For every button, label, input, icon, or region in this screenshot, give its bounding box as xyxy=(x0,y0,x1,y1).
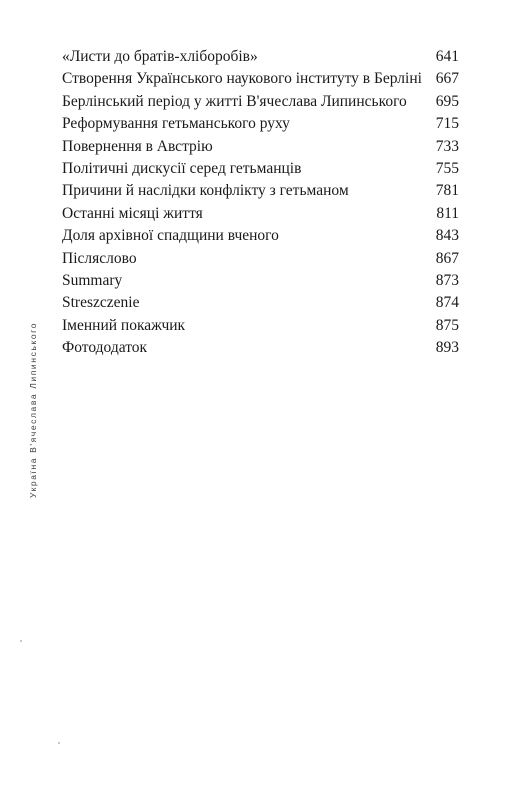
toc-entry-page: 874 xyxy=(435,294,459,312)
toc-entry xyxy=(62,248,459,270)
toc-entry xyxy=(62,270,459,292)
toc-entry xyxy=(62,46,459,68)
toc-entry-title: Причини й наслідки конфлікту з гетьманом xyxy=(62,182,349,200)
toc-entry-page: 755 xyxy=(435,159,459,177)
toc-entry-page: 781 xyxy=(435,182,459,200)
toc-entry-title: Останні місяці життя xyxy=(62,204,203,222)
toc-entry-title: Summary xyxy=(62,271,123,289)
toc-entry xyxy=(62,91,459,113)
toc-entry-page: 715 xyxy=(435,115,459,133)
toc-entry xyxy=(62,180,459,202)
toc-entry xyxy=(62,68,459,90)
toc-entry-page: 811 xyxy=(436,204,459,222)
toc-entry-page: 641 xyxy=(435,48,459,65)
toc-entry-page: 695 xyxy=(435,92,459,110)
toc-entry-page: 733 xyxy=(435,137,459,155)
paper-speck xyxy=(58,742,60,744)
toc-entry xyxy=(62,315,459,337)
toc-entry-title: Післяслово xyxy=(62,249,137,267)
table-of-contents xyxy=(62,46,459,359)
toc-entry-title: Доля архівної спадщини вченого xyxy=(62,227,279,245)
toc-entry-title: Іменний покажчик xyxy=(62,316,186,334)
toc-entry-title: Політичні дискусії серед гетьманців xyxy=(62,159,302,177)
toc-entry xyxy=(62,136,459,158)
toc-entry-title: Реформування гетьманського руху xyxy=(62,115,290,133)
toc-entry-title: «Листи до братів-хліборобів» xyxy=(62,48,258,65)
toc-entry xyxy=(62,225,459,247)
toc-entry xyxy=(62,113,459,135)
running-head: Україна В'ячеслава Липинського xyxy=(28,321,38,499)
toc-entry xyxy=(62,158,459,180)
toc-entry-title: Повернення в Австрію xyxy=(62,137,213,155)
toc-entry xyxy=(62,292,459,314)
toc-entry-page: 843 xyxy=(435,227,459,245)
toc-entry-title: Фотододаток xyxy=(62,339,148,357)
toc-entry-page: 667 xyxy=(435,70,459,88)
toc-entry-page: 867 xyxy=(435,249,459,267)
toc-entry xyxy=(62,337,459,359)
toc-entry-page: 873 xyxy=(435,271,459,289)
toc-entry-page: 893 xyxy=(435,339,459,357)
paper-speck xyxy=(20,640,22,642)
toc-entry-page: 875 xyxy=(435,316,459,334)
toc-entry-title: Streszczenie xyxy=(62,294,140,312)
toc-entry-title: Створення Українського наукового інституту в Берліні xyxy=(62,70,422,88)
toc-entry-title: Берлінський період у житті В'ячеслава Липинського xyxy=(62,92,407,110)
toc-entry xyxy=(62,203,459,225)
